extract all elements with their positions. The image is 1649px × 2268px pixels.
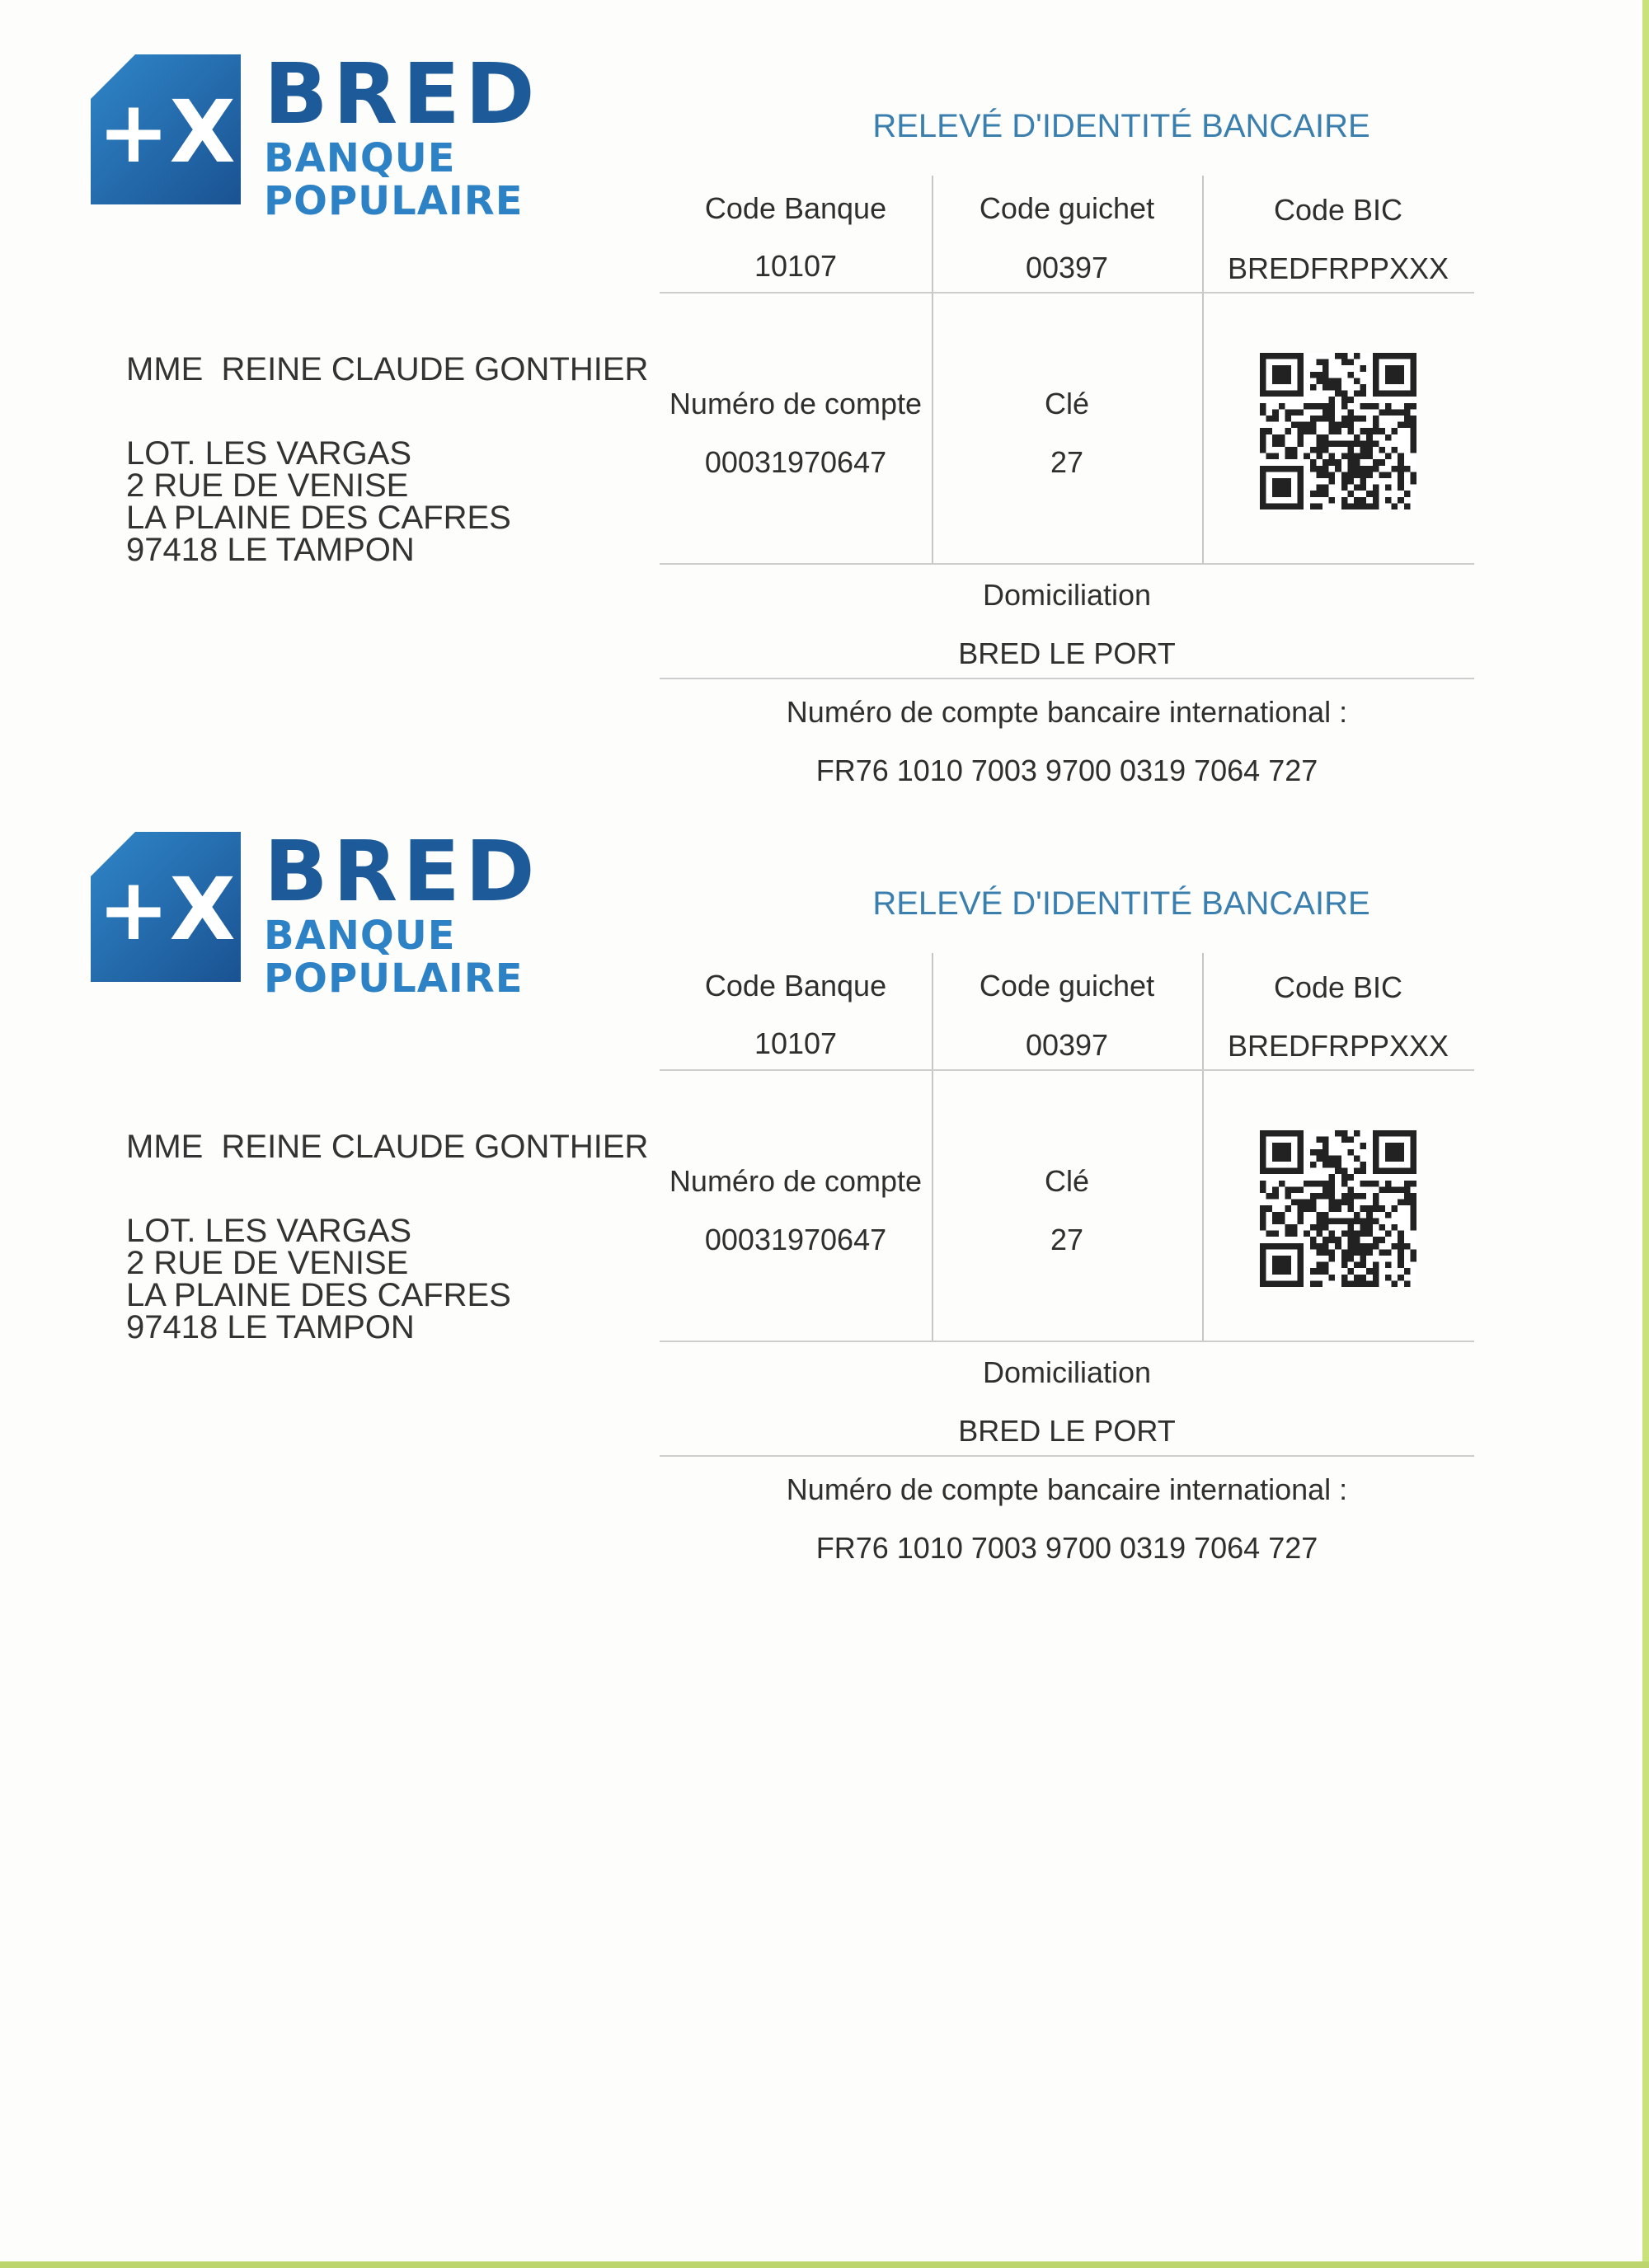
logo-line1: BANQUE — [264, 913, 456, 959]
code-bic-label: Code BIC — [1273, 193, 1403, 227]
iban-value: FR76 1010 7003 9700 0319 7064 727 — [815, 1531, 1318, 1565]
numero-compte-label: Numéro de compte — [669, 1164, 923, 1198]
table-divider — [932, 176, 933, 563]
cle-label: Clé — [1044, 387, 1090, 420]
logo-brand-text: BRED — [264, 823, 540, 921]
logo-line1: BANQUE — [264, 135, 456, 181]
scan-edge-bottom — [0, 2261, 1649, 2268]
bred-logo-mark-icon — [87, 829, 244, 985]
logo-line2: POPULAIRE — [264, 178, 524, 224]
holder-address — [126, 435, 648, 568]
domiciliation-value: BRED LE PORT — [958, 1414, 1176, 1448]
rib-block-1 — [0, 0, 1649, 787]
address-line: 2 RUE DE VENISE — [126, 467, 409, 504]
code-guichet-label: Code guichet — [979, 969, 1155, 1003]
svg-text:+X: +X — [97, 82, 236, 182]
address-line: LA PLAINE DES CAFRES — [126, 500, 511, 536]
svg-text:+X: +X — [97, 859, 236, 960]
table-divider — [660, 563, 1474, 565]
table-divider — [660, 1455, 1474, 1457]
numero-compte-label: Numéro de compte — [669, 387, 923, 420]
logo-line2: POPULAIRE — [264, 956, 524, 1002]
code-banque-label: Code Banque — [704, 191, 887, 225]
iban-label: Numéro de compte bancaire international : — [786, 695, 1348, 729]
address-line: LOT. LES VARGAS — [126, 435, 412, 472]
cle-label: Clé — [1044, 1164, 1090, 1198]
address-line: LA PLAINE DES CAFRES — [126, 1277, 511, 1313]
logo-brand-text: BRED — [264, 45, 540, 143]
table-divider — [660, 1069, 1474, 1071]
code-bic-value: BREDFRPPXXX — [1227, 251, 1449, 285]
address-line: 2 RUE DE VENISE — [126, 1245, 409, 1281]
table-divider — [932, 953, 933, 1341]
address-line: 97418 LE TAMPON — [126, 532, 415, 568]
domiciliation-label: Domiciliation — [982, 1355, 1152, 1389]
code-guichet-value: 00397 — [1025, 1028, 1109, 1062]
iban-value: FR76 1010 7003 9700 0319 7064 727 — [815, 754, 1318, 787]
address-line: 97418 LE TAMPON — [126, 1309, 415, 1345]
rib-title: RELEVÉ D'IDENTITÉ BANCAIRE — [872, 885, 1370, 922]
table-divider — [660, 678, 1474, 679]
code-guichet-label: Code guichet — [979, 191, 1155, 225]
domiciliation-label: Domiciliation — [982, 578, 1152, 612]
holder-name: MME REINE CLAUDE GONTHIER — [126, 351, 649, 387]
holder-name: MME REINE CLAUDE GONTHIER — [126, 1129, 649, 1165]
bred-logo-mark-icon — [87, 51, 244, 208]
code-banque-label: Code Banque — [704, 969, 887, 1003]
table-divider — [1202, 176, 1204, 563]
code-banque-value: 10107 — [754, 1026, 838, 1060]
table-divider — [1202, 953, 1204, 1341]
bred-logo — [87, 823, 549, 1002]
qr-code-icon — [1260, 1130, 1416, 1287]
address-line: LOT. LES VARGAS — [126, 1213, 412, 1249]
iban-label: Numéro de compte bancaire international : — [786, 1472, 1348, 1506]
code-bic-label: Code BIC — [1273, 970, 1403, 1004]
bred-logo — [87, 45, 549, 224]
code-banque-value: 10107 — [754, 249, 838, 283]
table-divider — [660, 1341, 1474, 1342]
numero-compte-value: 00031970647 — [704, 1223, 887, 1256]
domiciliation-value: BRED LE PORT — [958, 636, 1176, 670]
qr-code-icon — [1260, 353, 1416, 509]
code-guichet-value: 00397 — [1025, 251, 1109, 284]
account-holder — [126, 351, 648, 566]
code-bic-value: BREDFRPPXXX — [1227, 1029, 1449, 1063]
cle-value: 27 — [1050, 445, 1084, 479]
holder-address — [126, 1215, 648, 1344]
cle-value: 27 — [1050, 1223, 1084, 1256]
numero-compte-value: 00031970647 — [704, 445, 887, 479]
rib-title: RELEVÉ D'IDENTITÉ BANCAIRE — [872, 108, 1370, 144]
rib-block-2 — [0, 777, 1649, 1565]
table-divider — [660, 292, 1474, 293]
account-holder — [126, 1129, 648, 1344]
